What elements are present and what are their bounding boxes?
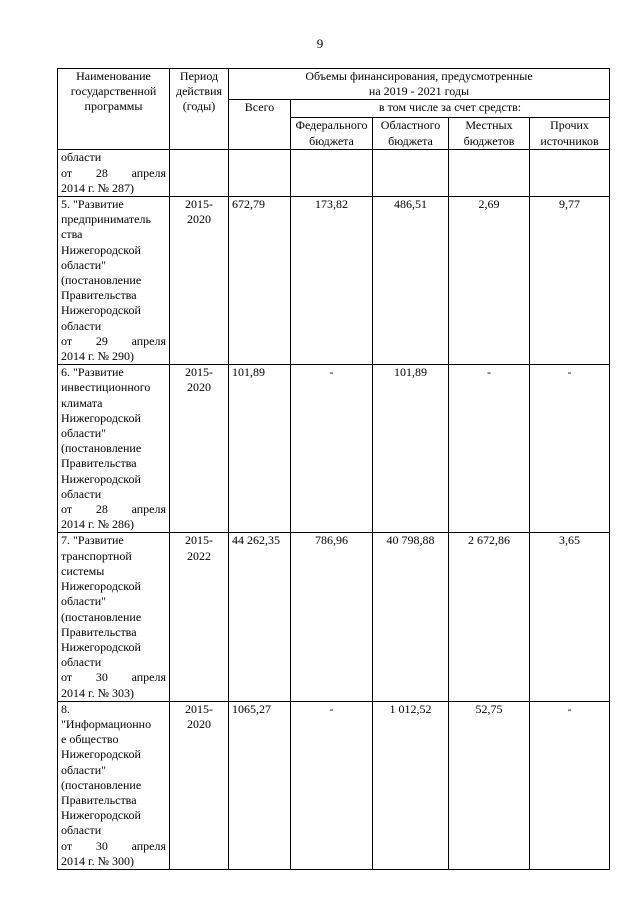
regional-cell: 1 012,52 (373, 701, 449, 869)
program-name-cell: 8. "Информационно е общество Нижегородской области" (постановление Правительства Нижегородской области от 30 апреля 2014 г. № 300) (58, 701, 170, 869)
header-period: Период действия (годы) (170, 69, 229, 150)
local-cell: 2 672,86 (449, 533, 530, 701)
local-cell (449, 150, 530, 197)
regional-cell: 40 798,88 (373, 533, 449, 701)
header-local: Местных бюджетов (449, 118, 530, 150)
header-regional: Областного бюджета (373, 118, 449, 150)
header-federal: Федерального бюджета (291, 118, 373, 150)
financing-table (57, 68, 610, 870)
page-number: 9 (316, 36, 324, 51)
table-row (58, 197, 610, 365)
local-cell: 2,69 (449, 197, 530, 365)
period-cell (170, 150, 229, 197)
header-including: в том числе за счет средств: (291, 100, 610, 118)
other-cell (530, 150, 610, 197)
program-name-cell: 5. "Развитие предприниматель ства Нижегородской области" (постановление Правительства Нижегородской области от 29 апреля 2014 г. № 290) (58, 197, 170, 365)
other-cell: - (530, 701, 610, 869)
table-row (58, 701, 610, 869)
federal-cell: - (291, 701, 373, 869)
total-cell: 672,79 (229, 197, 291, 365)
header-other: Прочих источников (530, 118, 610, 150)
total-cell: 101,89 (229, 365, 291, 533)
period-cell: 2015- 2022 (170, 533, 229, 701)
header-funding: Объемы финансирования, предусмотренные на 2019 - 2021 годы (229, 69, 610, 100)
total-cell: 44 262,35 (229, 533, 291, 701)
federal-cell: 173,82 (291, 197, 373, 365)
period-cell: 2015- 2020 (170, 701, 229, 869)
regional-cell: 486,51 (373, 197, 449, 365)
local-cell: - (449, 365, 530, 533)
header-total: Всего (229, 100, 291, 150)
header-program-name: Наименование государственной программы (58, 69, 170, 150)
program-name-cell: области от 28 апреля 2014 г. № 287) (58, 150, 170, 197)
regional-cell (373, 150, 449, 197)
table-row (58, 365, 610, 533)
other-cell: 3,65 (530, 533, 610, 701)
other-cell: 9,77 (530, 197, 610, 365)
federal-cell (291, 150, 373, 197)
total-cell (229, 150, 291, 197)
federal-cell: - (291, 365, 373, 533)
table-row (58, 533, 610, 701)
total-cell: 1065,27 (229, 701, 291, 869)
regional-cell: 101,89 (373, 365, 449, 533)
period-cell: 2015- 2020 (170, 197, 229, 365)
federal-cell: 786,96 (291, 533, 373, 701)
program-name-cell: 7. "Развитие транспортной системы Нижегородской области" (постановление Правительства Нижегородской области от 30 апреля 2014 г. № 303) (58, 533, 170, 701)
other-cell: - (530, 365, 610, 533)
period-cell: 2015- 2020 (170, 365, 229, 533)
table-row (58, 150, 610, 197)
local-cell: 52,75 (449, 701, 530, 869)
program-name-cell: 6. "Развитие инвестиционного климата Нижегородской области" (постановление Правительства Нижегородской области от 28 апреля 2014 г. № 286) (58, 365, 170, 533)
